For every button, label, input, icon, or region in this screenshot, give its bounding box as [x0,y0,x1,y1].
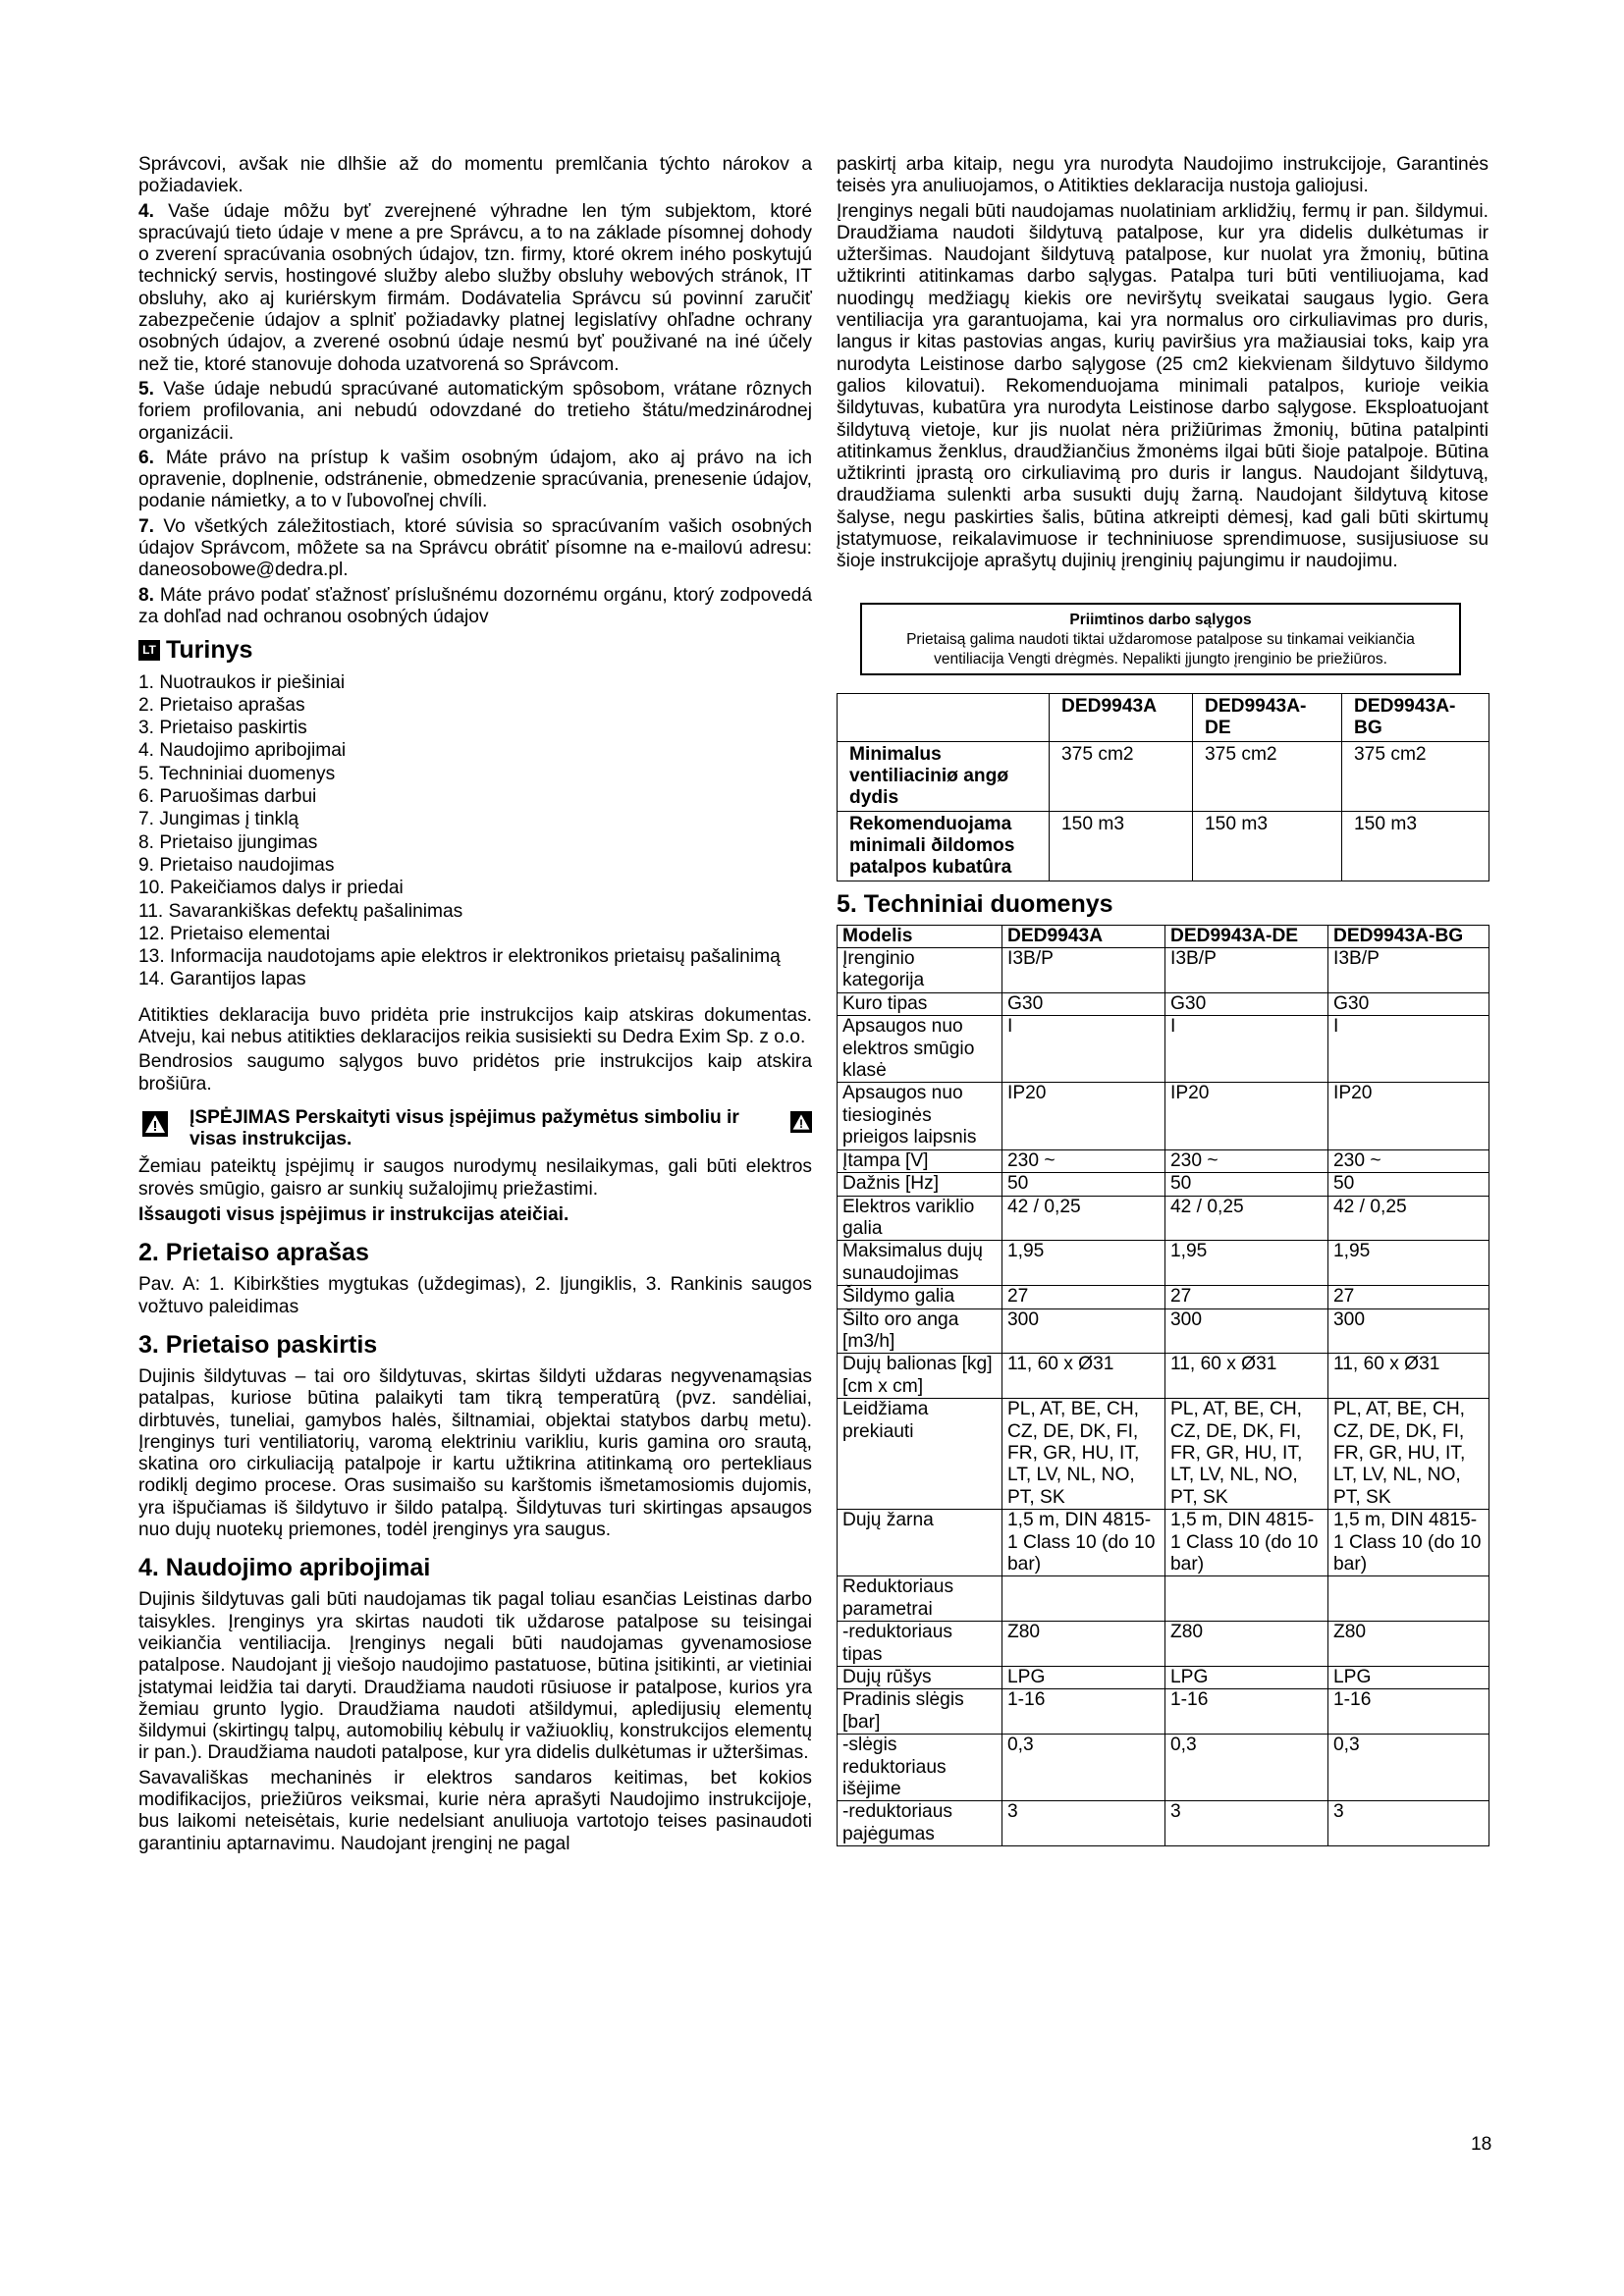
warning-text: Žemiau pateiktų įspėjimų ir saugos nurodymų nesilaikymas, gali būti elektros srovės smūgio, gaisro ar sunkių sužalojimų priežastimi. [138,1156,812,1200]
toc-item: 3. Prietaiso paskirtis [138,718,307,739]
table-row [838,1308,1489,1354]
usage-paragraph: paskirtį arba kitaip, negu yra nurodyta Naudojimo instrukcijoje, Garantinės teisės yra anuliuojamos, o Atitikties deklaracija nustoja galiojusi. [837,154,1489,197]
table-cell: 150 m3 [1342,811,1489,881]
sk-item [138,516,812,582]
table-cell: 50 [1165,1173,1328,1196]
table-cell: Reduktoriaus parametrai [838,1576,1002,1622]
table-cell: 1,95 [1002,1241,1165,1286]
table-row [838,992,1489,1015]
table-row [838,1689,1489,1735]
toc-title: Turinys [166,636,253,665]
toc-item: 13. Informacija naudotojams apie elektros ir elektronikos prietaisų pašalinimą [138,946,781,968]
table-cell: 27 [1165,1286,1328,1308]
table-row [838,1286,1489,1308]
table-header-cell: DED9943A-BG [1328,925,1489,947]
table-cell: I [1165,1016,1328,1083]
table-cell: 27 [1328,1286,1489,1308]
table-cell: I3B/P [1328,948,1489,993]
toc-item: 2. Prietaiso aprašas [138,694,305,716]
table-header-cell: DED9943A-DE [1165,925,1328,947]
table-cell: Įrenginio kategorija [838,948,1002,993]
table-cell: 1,95 [1165,1241,1328,1286]
table-cell: 3 [1165,1801,1328,1846]
table-cell: 42 / 0,25 [1165,1196,1328,1241]
toc-item: 10. Pakeičiamos dalys ir priedai [138,878,404,899]
section-2-text: Pav. A: 1. Kibirkšties mygtukas (uždegimas), 2. Įjungiklis, 3. Rankinis saugos vožtuvo paleidimas [138,1274,812,1317]
table-cell: G30 [1328,992,1489,1015]
warning-icon [142,1111,168,1137]
table-cell: Rekomenduojama minimali ðildomos patalpos kubatûra [838,811,1050,881]
table-cell: PL, AT, BE, CH, CZ, DE, DK, FI, FR, GR, HU, IT, LT, LV, NL, NO, PT, SK [1328,1399,1489,1510]
table-cell: 375 cm2 [1342,741,1489,811]
sk-item-number: 5. [138,378,155,400]
warning-icon [790,1111,812,1133]
table-cell: LPG [1165,1667,1328,1689]
toc-item: 12. Prietaiso elementai [138,923,331,944]
toc-item: 6. Paruošimas darbui [138,786,317,808]
table-cell: Kuro tipas [838,992,1002,1015]
table-cell: IP20 [1002,1083,1165,1149]
table-cell: 1-16 [1328,1689,1489,1735]
table-row [838,1016,1489,1083]
table-header-cell: DED9943A-BG [1342,693,1489,741]
table-cell: Įtampa [V] [838,1149,1002,1172]
table-cell: G30 [1165,992,1328,1015]
sk-item-text: Vaše údaje môžu byť zverejnené výhradne len tým subjektom, ktoré spracúvajú tieto údaje v mene a pre Správcu, a to na základe písomnej dohody o zverení spracúvania osobných údajov, tzn. firmy, ktoré okrem iného poskytujú technický servis, hostingové služby alebo služby obsluhy webových stránok, IT obsluhy, ako aj kuriérskym firmám. Dodávatelia Správcu sú povinní zaručiť zabezpečenie údajov a splniť požiadavky platnej legislatívy ohľadne ochrany osobných údajov, a zverené osobnú údaje nesmú byť použivané na iné účely než tie, ktoré stanovuje dohoda uzatvorená so Správcom. [138,200,812,375]
table-cell: Z80 [1165,1622,1328,1667]
toc-item: 1. Nuotraukos ir piešiniai [138,671,346,693]
safety-note: Bendrosios saugumo sąlygos buvo pridėtos prie instrukcijos kaip atskira brošiūra. [138,1051,812,1095]
sk-item [138,379,812,445]
table-cell: 375 cm2 [1050,741,1193,811]
table-cell: Dujų žarna [838,1510,1002,1576]
table-cell: 230 ~ [1328,1149,1489,1172]
conditions-box-title: Priimtinos darbo sąlygos [1069,611,1252,628]
table-cell: 1,95 [1328,1241,1489,1286]
table-cell: Dujų rūšys [838,1667,1002,1689]
sk-item [138,201,812,376]
tech-data-table [837,925,1489,1847]
table-cell: I3B/P [1165,948,1328,993]
table-cell: PL, AT, BE, CH, CZ, DE, DK, FI, FR, GR, HU, IT, LT, LV, NL, NO, PT, SK [1165,1399,1328,1510]
table-cell: 50 [1328,1173,1489,1196]
section-2-title: 2. Prietaiso aprašas [138,1239,369,1267]
table-cell: I [1002,1016,1165,1083]
table-cell: 230 ~ [1165,1149,1328,1172]
table-cell: Elektros variklio galia [838,1196,1002,1241]
table-cell: LPG [1002,1667,1165,1689]
section-3-title: 3. Prietaiso paskirtis [138,1330,378,1359]
table-cell: G30 [1002,992,1165,1015]
table-header-cell: DED9943A-DE [1193,693,1342,741]
table-cell: 42 / 0,25 [1002,1196,1165,1241]
table-cell [1328,1576,1489,1622]
table-cell: 1-16 [1165,1689,1328,1735]
section-3-text: Dujinis šildytuvas – tai oro šildytuvas, skirtas šildyti uždaras negyvenamąsias patalpas, kuriose būtina palaikyti tam tikrą temperatūrą (pvz. sandėliai, dirbtuvės, tuneliai, gamybos halės, šiltnamiai, objektai statybos darbų metu). Įrenginys turi ventiliatorių, varomą elektriniu varikliu, kuris gamina oro srautą, skatina oro cirkuliaciją patalpoje ir kartu užtikrina atitinkamą oro pertekliaus rodiklį degimo procese. Oras susimaišo su karštomis išmetamosiomis dujomis, yra išpučiamas iš šildytuvo ir šildo patalpą. Šildytuvas turi skirtingas apsaugos nuo dujų nuotekų priemones, todėl įrenginys yra saugus. [138,1365,812,1541]
table-row [838,1735,1489,1801]
table-cell: Apsaugos nuo tiesioginės prieigos laipsnis [838,1083,1002,1149]
table-cell: Dujų balionas [kg] [cm x cm] [838,1354,1002,1399]
table-row [838,1801,1489,1846]
sk-item-text: Máte právo na prístup k vašim osobným údajom, ako aj právo na ich opravenie, doplnenie, odstránenie, obmedzenie spracúvania, prenesenie údajov, podanie námietky, a to v ľubovoľnej chvíli. [138,447,812,512]
table-cell: 375 cm2 [1193,741,1342,811]
table-row [838,741,1489,811]
table-cell: 150 m3 [1193,811,1342,881]
table-header-cell: DED9943A [1050,693,1193,741]
table-cell: 300 [1328,1308,1489,1354]
table-row [838,1083,1489,1149]
table-cell: 230 ~ [1002,1149,1165,1172]
table-cell: 300 [1002,1308,1165,1354]
toc-item: 4. Naudojimo apribojimai [138,740,347,762]
toc-item: 8. Prietaiso įjungimas [138,831,318,853]
table-cell: Z80 [1002,1622,1165,1667]
conditions-box-text: Prietaisą galima naudoti tiktai uždaromose patalpose su tinkamai veikiančia ventiliacija Vengti drėgmės. Nepalikti įjungto įrenginio be priežiūros. [906,630,1415,667]
toc-item: 11. Savarankiškas defektų pašalinimas [138,900,463,922]
table-cell: 0,3 [1002,1735,1165,1801]
table-cell: Maksimalus dujų sunaudojimas [838,1241,1002,1286]
table-cell: 11, 60 x Ø31 [1165,1354,1328,1399]
table-cell: Šildymo galia [838,1286,1002,1308]
sk-item-number: 8. [138,584,155,606]
table-row [838,948,1489,993]
table-row [838,1196,1489,1241]
table-header-cell [838,693,1050,741]
conditions-box [860,603,1461,675]
sk-item-number: 7. [138,515,155,537]
table-row [838,1510,1489,1576]
page-number: 18 [1471,2134,1492,2155]
table-cell: 150 m3 [1050,811,1193,881]
table-row [838,1173,1489,1196]
table-cell: Leidžiama prekiauti [838,1399,1002,1510]
table-row [838,1354,1489,1399]
table-cell: Apsaugos nuo elektros smūgio klasė [838,1016,1002,1083]
table-cell: 42 / 0,25 [1328,1196,1489,1241]
table-row [838,1667,1489,1689]
toc-item: 7. Jungimas į tinklą [138,809,299,830]
table-row [838,1576,1489,1622]
table-header-cell: Modelis [838,925,1002,947]
table-cell: LPG [1328,1667,1489,1689]
toc-heading [138,636,812,665]
toc-item: 9. Prietaiso naudojimas [138,854,335,876]
sk-item [138,585,812,629]
table-cell: 3 [1002,1801,1165,1846]
toc-item: 5. Techniniai duomenys [138,763,336,784]
table-cell: -reduktoriaus tipas [838,1622,1002,1667]
table-cell: 50 [1002,1173,1165,1196]
table-cell [1165,1576,1328,1622]
right-column [837,154,1489,1846]
sk-item-number: 4. [138,200,155,222]
warning-block [138,1107,812,1151]
table-cell: 1-16 [1002,1689,1165,1735]
table-cell: -slėgis reduktoriaus išėjime [838,1735,1002,1801]
table-cell: 300 [1165,1308,1328,1354]
table-cell: I3B/P [1002,948,1165,993]
declaration-text: Atitikties deklaracija buvo pridėta prie instrukcijos kaip atskiras dokumentas. Atveju, kai nebus atitikties deklaracijos reikia susisiekti su Dedra Exim Sp. z o.o. [138,1004,812,1047]
table-cell: 1,5 m, DIN 4815-1 Class 10 (do 10 bar) [1165,1510,1328,1576]
table-cell: -reduktoriaus pajėgumas [838,1801,1002,1846]
table-row [838,811,1489,881]
table-cell: Z80 [1328,1622,1489,1667]
table-cell: Minimalus ventiliaciniø angø dydis [838,741,1050,811]
table-row [838,1399,1489,1510]
table-cell: 11, 60 x Ø31 [1328,1354,1489,1399]
section-5-title: 5. Techniniai duomenys [837,889,1113,918]
lt-flag-icon: LT [138,640,160,661]
table-cell: I [1328,1016,1489,1083]
table-row [838,1622,1489,1667]
section-4-text: Dujinis šildytuvas gali būti naudojamas tik pagal toliau esančias Leistinas darbo taisykles. Įrenginys yra skirtas naudoti tik uždarose patalpose su teisingai veikiančia ventiliacija. Įrenginys negali būti naudojamas gyvenamosiose patalpose. Naudojant jį viešojo naudojimo pastatuose, būtina įsitikinti, ar vietiniai įstatymai leidžia tai daryti. Draudžiama naudoti rūsiuose ir patalpose, kurios yra žemiau grunto lygio. Draudžiama naudoti atšildymui, apledijusių elementų šildymui (skirtingų talpų, automobilių kėbulų ir važiuoklių, konstrukcijos elementų ir pan.). Draudžiama naudoti patalpose, kur yra didelis dulkėtumas ir užteršimas. [138,1589,812,1764]
section-4-text: Savavališkas mechaninės ir elektros sandaros keitimas, bet kokios modifikacijos, priežiūros veiksmai, kurie nėra aprašyti Naudojimo instrukcijoje, bus laikomi neteisėtais, kurie nedelsiant anuliuoja vartotojo teises pasinaudoti garantiniu aptarnavimu. Naudojant įrenginį ne pagal [138,1767,812,1854]
table-header-cell: DED9943A [1002,925,1165,947]
table-cell: PL, AT, BE, CH, CZ, DE, DK, FI, FR, GR, HU, IT, LT, LV, NL, NO, PT, SK [1002,1399,1165,1510]
sk-item-text: Máte právo podať sťažnosť príslušnému dozornému orgánu, ktorý zodpovedá za dohľad nad ochranou osobných údajov [138,584,812,627]
warning-title: ĮSPĖJIMAS Perskaityti visus įspėjimus pažymėtus simboliu ir visas instrukcijas. [189,1106,739,1150]
table-cell: 3 [1328,1801,1489,1846]
sk-item-text: Vaše údaje nebudú spracúvané automatickým spôsobom, vrátane rôznych foriem profilovania, ani nebudú odovzdané do tretieho štátu/medzinárodnej organizácii. [138,378,812,444]
sk-item-number: 6. [138,447,155,468]
table-row [838,1241,1489,1286]
table-cell: IP20 [1328,1083,1489,1149]
section-4-title: 4. Naudojimo apribojimai [138,1554,431,1582]
toc-item: 14. Garantijos lapas [138,969,306,990]
table-cell: Šilto oro anga [m3/h] [838,1308,1002,1354]
table-cell [1002,1576,1165,1622]
table-cell: Pradinis slėgis [bar] [838,1689,1002,1735]
sk-paragraph: Správcovi, avšak nie dlhšie až do momentu premlčania týchto nárokov a požiadaviek. [138,154,812,197]
usage-paragraph: Įrenginys negali būti naudojamas nuolatiniam arklidžių, fermų ir pan. šildymui. Draudžiama naudoti šildytuvą patalpose, kur yra didelis dulkėtumas ir užteršimas. Naudojant šildytuvą patalpose, kur nuolat yra žmonių, būtina užtikrinti atitinkamas darbo sąlygas. Patalpa turi būti ventiliuojama, kad nuodingų medžiagų kiekis ore neviršytų sveikatai saugaus lygio. Gera ventiliacija yra garantuojama, kai yra normalus oro cirkuliavimas pro duris, langus ir kitas pastovias angas, kurių paviršius yra mažiausiai toks, kaip yra nurodyta Leistinose darbo sąlygose (25 cm2 kiekvienam šildytuvo šildymo galios kilovatui). Rekomenduojama minimali patalpos, kurioje veikia šildytuvas, kubatūra yra nurodyta Leistinose darbo sąlygose. Eksploatuojant šildytuvą vietoje, kur jis nuolat nėra prižiūrimas žmonių, būtina patalpinti atitinkamus ženklus, draudžiančius žmonėms ilgai būti šioje patalpoje. Būtina užtikrinti įprastą oro cirkuliavimą pro duris ir langus. Naudojant šildytuvą, draudžiama sulenkti arba susukti dujų žarną. Naudojant šildytuvą kitose šalyse, negu paskirties šalis, būtina atkreipti dėmesį, kad gali būti skirtumų įstatymuose, reikalavimuose ir techniniuose sprendimuose, susijusiuose su šioje instrukcijoje aprašytų dujinių įrenginių pajungimu ir naudojimu. [837,200,1489,572]
table-cell: Dažnis [Hz] [838,1173,1002,1196]
ventilation-table [837,693,1489,881]
table-cell: 1,5 m, DIN 4815-1 Class 10 (do 10 bar) [1328,1510,1489,1576]
toc-list [138,671,812,991]
table-row [838,1149,1489,1172]
table-cell: 1,5 m, DIN 4815-1 Class 10 (do 10 bar) [1002,1510,1165,1576]
table-cell: 27 [1002,1286,1165,1308]
table-cell: 11, 60 x Ø31 [1002,1354,1165,1399]
sk-items [138,201,812,629]
warning-keep: Išsaugoti visus įspėjimus ir instrukcijas ateičiai. [138,1204,569,1226]
left-column [138,154,812,1858]
table-cell: 0,3 [1328,1735,1489,1801]
table-cell: 0,3 [1165,1735,1328,1801]
table-cell: IP20 [1165,1083,1328,1149]
sk-item [138,448,812,513]
sk-item-text: Vo všetkých záležitostiach, ktoré súvisia so spracúvaním vašich osobných údajov Správcom, môžete sa na Správcu obrátiť písomne na e-mailovú adresu: daneosobowe@dedra.pl. [138,515,812,581]
